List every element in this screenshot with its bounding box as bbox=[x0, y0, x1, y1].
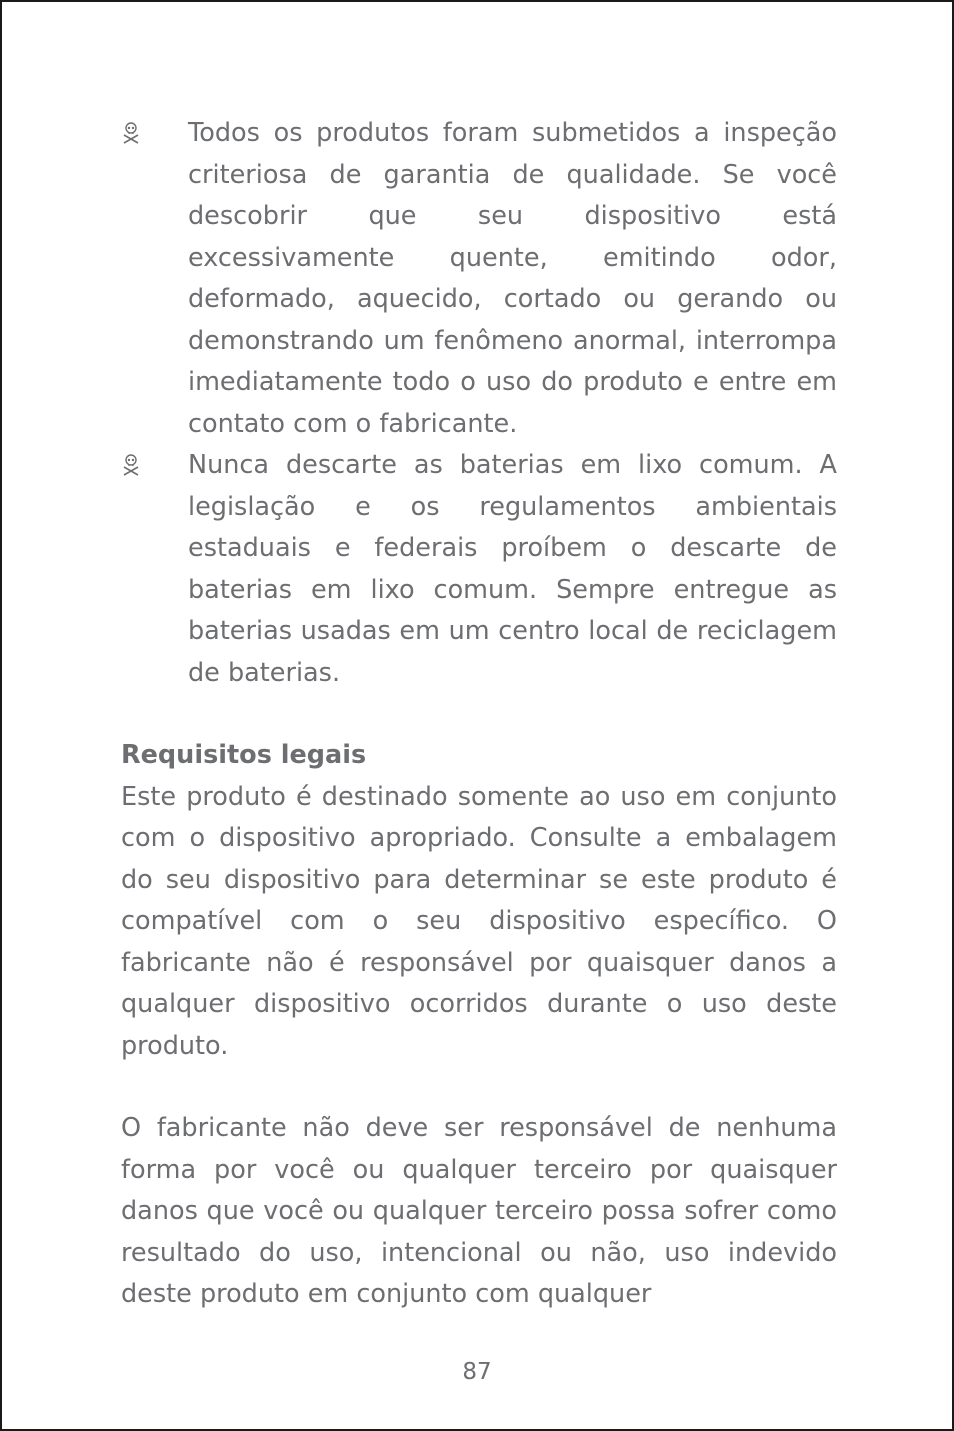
bullet-item bbox=[121, 113, 837, 445]
bullet-item bbox=[121, 445, 837, 694]
skull-crossbones-icon bbox=[121, 454, 141, 476]
bullet-text: Nunca descarte as baterias em lixo comum. A legislação e os regulamentos ambientais estaduais e federais proíbem o descarte de baterias em lixo comum. Sempre entregue as baterias usadas em um centro local de reciclagem de baterias. bbox=[188, 450, 837, 688]
section-heading: Requisitos legais bbox=[121, 740, 367, 770]
legal-section bbox=[121, 735, 837, 1316]
skull-crossbones-icon bbox=[121, 122, 141, 144]
legal-paragraph-1: Este produto é destinado somente ao uso em conjunto com o dispositivo apropriado. Consulte a embalagem do seu dispositivo para determinar se este produto é compatível com o seu dispositivo específico. O fabricante não é responsável por quaisquer danos a qualquer dispositivo ocorridos durante o uso deste produto. bbox=[121, 781, 837, 1061]
page-number: 87 bbox=[462, 1359, 492, 1385]
page-content bbox=[121, 113, 837, 1316]
bullet-text: Todos os produtos foram submetidos a inspeção criteriosa de garantia de qualidade. Se você descobrir que seu dispositivo está excessivamente quente, emitindo odor, deformado, aquecido, cortado ou gerando ou demonstrando um fenômeno anormal, interrompa imediatamente todo o uso do produto e entre em contato com o fabricante. bbox=[188, 118, 837, 439]
legal-paragraph-2: O fabricante não deve ser responsável de nenhuma forma por você ou qualquer terceiro por quaisquer danos que você ou qualquer terceiro possa sofrer como resultado do uso, intencional ou não, uso indevido deste produto em conjunto com qualquer bbox=[121, 1113, 837, 1309]
